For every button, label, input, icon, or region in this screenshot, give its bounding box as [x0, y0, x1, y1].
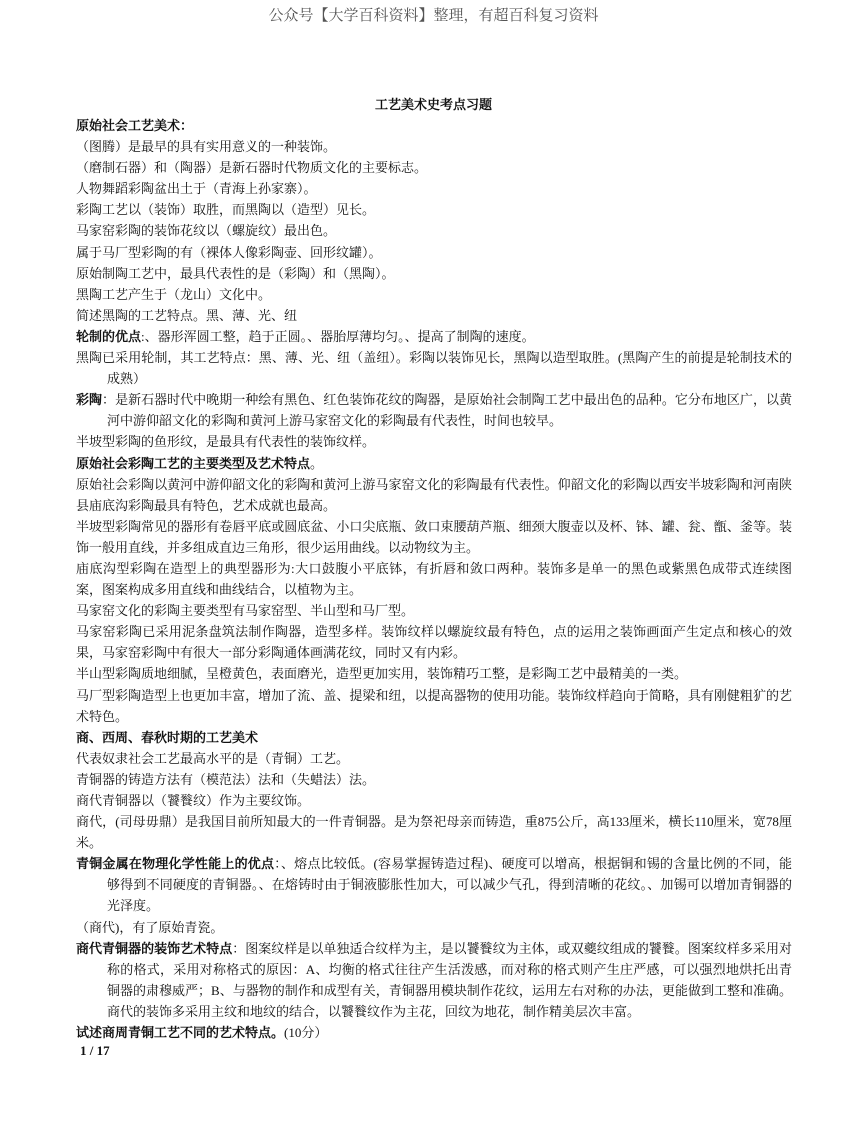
paragraph-text: 马家窑文化的彩陶主要类型有马家窑型、半山型和马厂型。 [76, 603, 415, 619]
document-body [76, 115, 792, 1043]
paragraph [76, 769, 792, 790]
paragraph-text: 黑陶已采用轮制，其工艺特点：黑、薄、光、纽（盖纽）。彩陶以装饰见长，黑陶以造型取胜。(黑陶产生的前提是轮制技术的成熟） [76, 350, 792, 387]
paragraph [76, 917, 792, 938]
bold-term: 彩陶 [76, 392, 103, 408]
paragraph [76, 389, 792, 431]
paragraph-text: 属于马厂型彩陶的有（裸体人像彩陶壶、回形纹罐）。 [76, 244, 382, 260]
paragraph-text: 庙底沟型彩陶在造型上的典型器形为:大口鼓腹小平底钵，有折唇和敛口两种。装饰多是单一的黑色或紫黑色成带式连续图案，图案构成多用直线和曲线结合，以植物为主。 [76, 560, 792, 598]
paragraph-text: 原始制陶工艺中，最具代表性的是（彩陶）和（黑陶）。 [76, 265, 395, 281]
paragraph [76, 199, 792, 220]
paragraph [76, 220, 792, 241]
paragraph [76, 136, 792, 157]
paragraph-text: 商代青铜器以（饕餮纹）作为主要纹饰。 [76, 793, 311, 808]
paragraph-text: 半坡型彩陶的鱼形纹，是最具有代表性的装饰纹样。 [76, 434, 376, 450]
paragraph [76, 453, 792, 474]
paragraph [76, 474, 792, 516]
bold-term: 商代青铜器的装饰艺术特点 [76, 940, 233, 956]
paragraph-text: 半坡型彩陶常见的器形有卷唇平底或圆底盆、小口尖底瓶、敛口束腰葫芦瓶、细颈大腹壶以及杯、钵、罐、瓮、甑、釜等。装饰一般用直线，并多组成直边三角形，很少运用曲线。以动物纹为主。 [76, 518, 792, 555]
paragraph [76, 157, 792, 178]
paragraph [76, 516, 792, 558]
paragraph-text: 。 [310, 455, 324, 471]
page-number: 1 / 17 [80, 1043, 110, 1058]
section-heading [76, 115, 792, 136]
paragraph-text: 人物舞蹈彩陶盆出土于（青海上孙家寨）。 [76, 181, 317, 197]
paragraph [76, 811, 792, 853]
section-heading [76, 727, 792, 748]
bold-term: 原始社会工艺美术： [76, 118, 194, 133]
paragraph [76, 263, 792, 284]
bold-term: 试述商周青铜工艺不同的艺术特点。 [76, 1025, 285, 1041]
paragraph-text: ：图案纹样是以单独适合纹样为主，是以饕餮纹为主体，或双夔纹组成的饕餮。图案纹样多采用对称的格式，采用对称格式的原因：A、均衡的格式往往产生活泼感，而对称的格式则产生庄严感，可以强烈地烘托出青铜器的肃穆威严；B、与器物的制作和成型有关，青铜器用模块制作花纹，运用左右对称的办法，更能做到工整和准确。商代的装饰多采用主纹和地纹的结合，以饕餮纹作为主花，回纹为地花，制作精美层次丰富。 [107, 940, 792, 1019]
paragraph [76, 347, 792, 389]
paragraph-text: ：、熔点比较低。(容易掌握铸造过程)、硬度可以增高，根据铜和锡的含量比例的不同，能够得到不同硬度的青铜器。、在熔铸时由于铜液膨胀性加大，可以减少气孔，得到清晰的花纹。、加锡可以增加青铜器的光泽度。 [107, 856, 792, 914]
paragraph [76, 242, 792, 263]
paragraph [76, 600, 792, 621]
paragraph-text: 彩陶工艺以（装饰）取胜，而黑陶以（造型）见长。 [76, 202, 376, 218]
paragraph-text: (10分） [284, 1025, 328, 1041]
paragraph [76, 663, 792, 684]
paragraph [76, 938, 792, 1022]
paragraph [76, 326, 792, 347]
document-title: 工艺美术史考点习题 [374, 97, 492, 112]
paragraph [76, 853, 792, 916]
paragraph [76, 1022, 792, 1043]
paragraph [76, 284, 792, 305]
paragraph [76, 748, 792, 769]
paragraph-text: （磨制石器）和（陶器）是新石器时代物质文化的主要标志。 [76, 160, 428, 176]
bold-term: 原始社会彩陶工艺的主要类型及艺术特点 [76, 455, 311, 471]
paragraph [76, 621, 792, 663]
paragraph-text: 黑陶工艺产生于（龙山）文化中。 [76, 286, 272, 302]
paragraph-text: 商代，(司母毋鼎）是我国目前所知最大的一件青铜器。是为祭祀母亲而铸造，重875公斤，高133厘米，横长110厘米，宽78厘米。 [76, 814, 792, 851]
bold-term: 商、西周、春秋时期的工艺美术 [76, 729, 259, 745]
paragraph [76, 305, 792, 326]
paragraph [76, 431, 792, 452]
paragraph-text: 简述黑陶的工艺特点。黑、薄、光、纽 [76, 307, 298, 323]
bold-term: 青铜金属在物理化学性能上的优点 [76, 856, 275, 872]
paragraph-text: :、器形浑圆工整，趋于正圆。、器胎厚薄均匀。、提高了制陶的速度。 [141, 328, 535, 344]
paragraph-text: 马家窑彩陶已采用泥条盘筑法制作陶器，造型多样。装饰纹样以螺旋纹最有特色，点的运用之装饰画面产生定点和核心的效果，马家窑彩陶中有很大一部分彩陶通体画满花纹，同时又有内彩。 [76, 624, 792, 661]
bold-term: 轮制的优点 [76, 328, 142, 344]
paragraph [76, 685, 792, 727]
header-note: 公众号【大学百科资料】整理，有超百科复习资料 [268, 7, 599, 24]
paragraph-text: （商代)，有了原始青瓷。 [76, 919, 224, 935]
paragraph [76, 178, 792, 199]
paragraph-text: 原始社会彩陶以黄河中游仰韶文化的彩陶和黄河上游马家窑文化的彩陶最有代表性。仰韶文化的彩陶以西安半坡彩陶和河南陕县庙底沟彩陶最具有特色，艺术成就也最高。 [76, 476, 792, 513]
paragraph-text: 半山型彩陶质地细腻，呈橙黄色，表面磨光，造型更加实用，装饰精巧工整，是彩陶工艺中最精美的一类。 [76, 666, 688, 682]
paragraph-text: （图腾）是最早的具有实用意义的一种装饰。 [76, 139, 337, 155]
paragraph [76, 790, 792, 811]
paragraph-text: ：是新石器时代中晚期一种绘有黑色、红色装饰花纹的陶器，是原始社会制陶工艺中最出色的品种。它分布地区广，以黄河中游仰韶文化的彩陶和黄河上游马家窑文化的彩陶最有代表性，时间也较早。 [102, 392, 792, 429]
paragraph-text: 青铜器的铸造方法有（模范法）法和（失蜡法）法。 [76, 771, 376, 787]
paragraph [76, 558, 792, 600]
paragraph-text: 马家窑彩陶的装饰花纹以（螺旋纹）最出色。 [76, 223, 337, 239]
paragraph-text: 代表奴隶社会工艺最高水平的是（青铜）工艺。 [76, 750, 350, 766]
paragraph-text: 马厂型彩陶造型上也更加丰富，增加了流、盖、提梁和纽，以提高器物的使用功能。装饰纹样趋向于简略，具有刚健粗犷的艺术特色。 [76, 687, 792, 724]
